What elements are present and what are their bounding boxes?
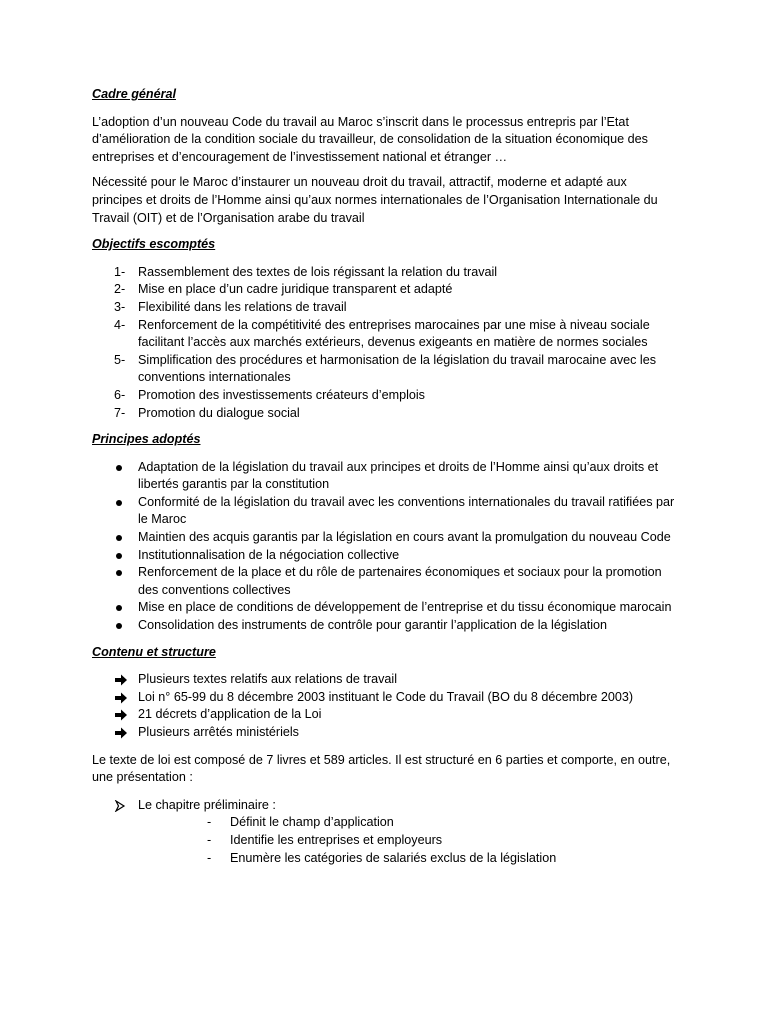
list-item (92, 689, 676, 707)
right-arrow-icon (114, 673, 128, 687)
list-number: 5- (114, 352, 126, 367)
list-item-text: Promotion des investissements créateurs d’emplois (138, 387, 425, 402)
list-item (92, 547, 676, 565)
bullet-dot-icon (116, 500, 122, 506)
list-item (92, 405, 676, 423)
list-item (92, 797, 676, 867)
list-item (138, 832, 676, 850)
list-number: 2- (114, 282, 126, 297)
list-item (138, 850, 676, 868)
list-item-text: Adaptation de la législation du travail aux principes et droits de l’Homme ainsi qu’aux droits et libertés garantis par la constitution (138, 459, 659, 492)
list-number: 3- (114, 299, 126, 314)
list-item (92, 599, 676, 617)
list-item-text: Renforcement de la place et du rôle de partenaires économiques et sociaux pour la promotion des conventions collectives (138, 565, 662, 597)
section-title-cadre-general: Cadre général (92, 87, 176, 101)
right-arrow-icon (114, 708, 128, 722)
list-item (92, 529, 676, 547)
right-arrow-icon (114, 691, 128, 705)
section-title-principes: Principes adoptés (92, 432, 201, 447)
list-number: 4- (114, 317, 126, 332)
list-item (92, 494, 676, 529)
list-item-text: Rassemblement des textes de lois régissant la relation du travail (138, 264, 498, 279)
list-number: 7- (114, 405, 126, 420)
dash-marker: - (207, 832, 212, 847)
chapitre-sublist (138, 814, 676, 867)
list-item-text: Promotion du dialogue social (138, 405, 300, 420)
section-title-contenu: Contenu et structure (92, 644, 216, 659)
dash-marker: - (207, 815, 212, 830)
list-number: 6- (114, 387, 126, 402)
paragraph-cadre-2: Nécessité pour le Maroc d’instaurer un nouveau droit du travail, attractif, moderne et adapté aux principes et droits de l’Homme ainsi qu’aux normes internationales de l’Organisation Internationale du Travail (OIT) et de l’Organisation arabe du travail (92, 175, 658, 225)
list-item-text: Plusieurs textes relatifs aux relations de travail (138, 672, 397, 687)
list-item-text: 21 décrets d’application de la Loi (138, 707, 322, 722)
list-item (92, 459, 676, 494)
list-item (92, 299, 676, 317)
list-item-text: Enumère les catégories de salariés exclus de la législation (230, 850, 557, 865)
chapter-title: Le chapitre préliminaire : (138, 797, 276, 812)
list-item-text: Institutionnalisation de la négociation collective (138, 547, 400, 562)
list-item-text: Maintien des acquis garantis par la législation en cours avant la promulgation du nouveau Code (138, 530, 671, 545)
paragraph-structure: Le texte de loi est composé de 7 livres et 589 articles. Il est structuré en 6 parties et comporte, en outre, une présentation : (92, 752, 671, 785)
list-item-text: Plusieurs arrêtés ministériels (138, 725, 299, 739)
list-item-text: Flexibilité dans les relations de travail (138, 299, 347, 314)
list-item (138, 814, 676, 832)
list-item-text: Simplification des procédures et harmonisation de la législation du travail marocaine avec les conventions internationales (138, 352, 657, 385)
list-item (92, 264, 676, 282)
list-item (92, 387, 676, 405)
list-item (92, 317, 676, 352)
dash-marker: - (207, 850, 212, 865)
bullet-dot-icon (116, 535, 122, 541)
objectifs-list (92, 264, 676, 422)
list-item-text: Conformité de la législation du travail avec les conventions internationales du travail ratifiées par le Maroc (138, 494, 675, 527)
list-item-text: Renforcement de la compétitivité des entreprises marocaines par une mise à niveau sociale facilitant l’accès aux marchés extérieurs, devenus exigeants en matière de normes sociales (138, 317, 650, 350)
bullet-dot-icon (116, 623, 122, 629)
list-item-text: Identifie les entreprises et employeurs (230, 832, 443, 847)
list-item-text: Mise en place de conditions de développement de l’entreprise et du tissu économique marocain (138, 600, 672, 615)
list-item (92, 617, 676, 635)
section-title-objectifs: Objectifs escomptés (92, 237, 216, 252)
chapitre-list (92, 797, 676, 867)
list-number: 1- (114, 264, 126, 279)
list-item-text: Mise en place d’un cadre juridique transparent et adapté (138, 282, 453, 297)
bullet-dot-icon (116, 553, 122, 559)
contenu-list (92, 671, 676, 741)
list-item (92, 671, 676, 689)
list-item (92, 724, 676, 742)
right-arrow-icon (114, 726, 128, 740)
bullet-dot-icon (116, 570, 122, 576)
list-item (92, 281, 676, 299)
list-item-text: Loi n° 65-99 du 8 décembre 2003 instituant le Code du Travail (BO du 8 décembre 2003) (138, 689, 634, 704)
principes-list (92, 459, 676, 635)
chevron-right-icon (114, 800, 126, 812)
bullet-dot-icon (116, 605, 122, 611)
list-item (92, 352, 676, 387)
list-item-text: Consolidation des instruments de contrôle pour garantir l’application de la législation (138, 618, 608, 633)
paragraph-cadre-1: L’adoption d’un nouveau Code du travail au Maroc s’inscrit dans le processus entrepris par l’Etat d’amélioration de la condition sociale du travailleur, de consolidation de la situation économique des entreprises et d’encouragement de l’investissement national et étranger … (92, 114, 648, 164)
list-item (92, 564, 676, 599)
list-item-text: Définit le champ d’application (230, 815, 394, 830)
list-item (92, 706, 676, 724)
bullet-dot-icon (116, 465, 122, 471)
